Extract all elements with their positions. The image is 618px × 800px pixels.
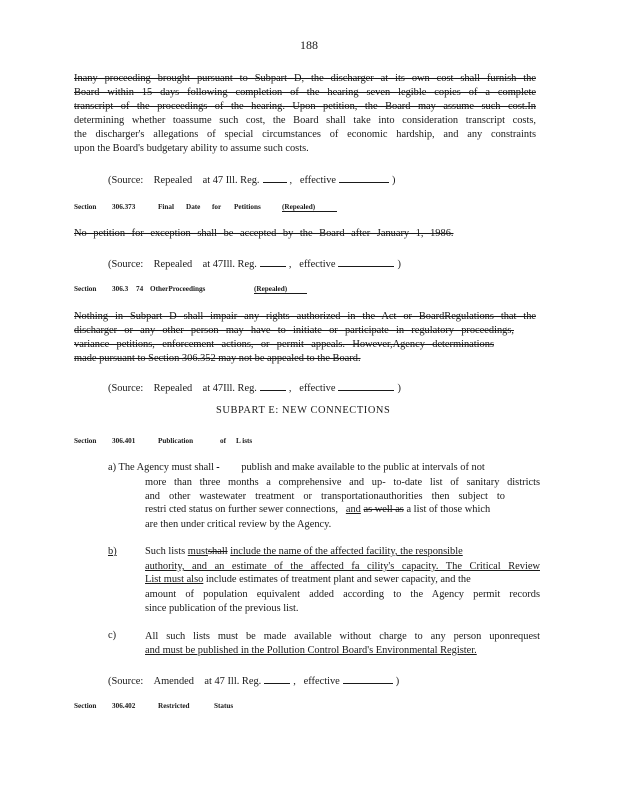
subpart-heading: SUBPART E: NEW CONNECTIONS: [216, 405, 391, 416]
section-heading-306-402: Section 306.402 Restricted Status: [74, 702, 234, 710]
page-number: 188: [300, 38, 318, 52]
text-line: since publication of the previous list.: [145, 603, 299, 614]
section-heading-306-373: Section 306.373 Final Date for Petitions (Repealed): [74, 203, 354, 213]
text-line: List must also include estimates of treatment plant and sewer capacity, and the: [145, 574, 471, 585]
text-line: and other wastewater treatment or transportationauthorities then subject to: [145, 491, 505, 502]
text-line: more than three months a comprehensive and up- to-date list of sanitary districts: [145, 477, 540, 488]
text-line: All such lists must be made available without charge to any person uponrequest: [145, 631, 540, 642]
text-line: Nothing in Subpart D shall impair any rights authorized in the Act or BoardRegulations that the: [74, 311, 536, 322]
text-line: transcript of the proceedings of the hearing. Upon petition, the Board may assume such cost.In: [74, 101, 536, 112]
text-line: variance petitions, enforcement actions, or permit appeals. However,Agency determinations: [74, 339, 494, 350]
text-line: are then under critical review by the Agency.: [145, 519, 332, 530]
item-marker: b): [108, 546, 117, 557]
text-line: Inany proceeding brought pursuant to Subpart D, the discharger at its own cost shall furnish the: [74, 73, 536, 84]
paragraph-final-date: No petition for exception shall be accepted by the Board after January 1, 1986.: [74, 228, 454, 239]
source-note: (Source: Repealed at 47 Ill. Reg. , effective ): [108, 172, 396, 186]
text-line: the discharger's allegations of special circumstances of economic hardship, and any constraints: [74, 129, 536, 140]
section-heading-306-401: Section 306.401 Publication of L ists: [74, 437, 253, 445]
section-heading-306-374: Section 306.3 74 OtherProceedings (Repealed): [74, 285, 324, 295]
text-line: discharger or any other person may have to initiate or participate in regulatory proceedings,: [74, 325, 514, 336]
text-line: upon the Board's budgetary ability to assume such costs.: [74, 143, 309, 154]
text-line: amount of population equivalent added according to the Agency permit records: [145, 589, 540, 600]
text-line: authority, and an estimate of the affected fa cility's capacity. The Critical Review: [145, 561, 540, 572]
source-note: (Source: Repealed at 47Ill. Reg. , effective ): [108, 256, 401, 270]
text-line: restri cted status on further sewer connections, and as well as a list of those which: [145, 504, 491, 515]
text-line: made pursuant to Section 306.352 may not be appealed to the Board.: [74, 353, 361, 364]
text-line: determining whether toassume such cost, the Board shall take into consideration transcript costs,: [74, 115, 536, 126]
text-line: and must be published in the Pollution Control Board's Environmental Register.: [145, 645, 477, 656]
item-marker: a): [108, 462, 117, 473]
text-line: Board within 15 days following completion of the hearing seven legible copies of a complete: [74, 87, 536, 98]
item-marker: c): [108, 630, 117, 641]
text-line: Such lists mustshall include the name of the affected facility, the responsible: [145, 546, 463, 557]
source-note: (Source: Repealed at 47Ill. Reg. , effective ): [108, 380, 401, 394]
source-note: (Source: Amended at 47 Ill. Reg. , effective ): [108, 673, 399, 687]
